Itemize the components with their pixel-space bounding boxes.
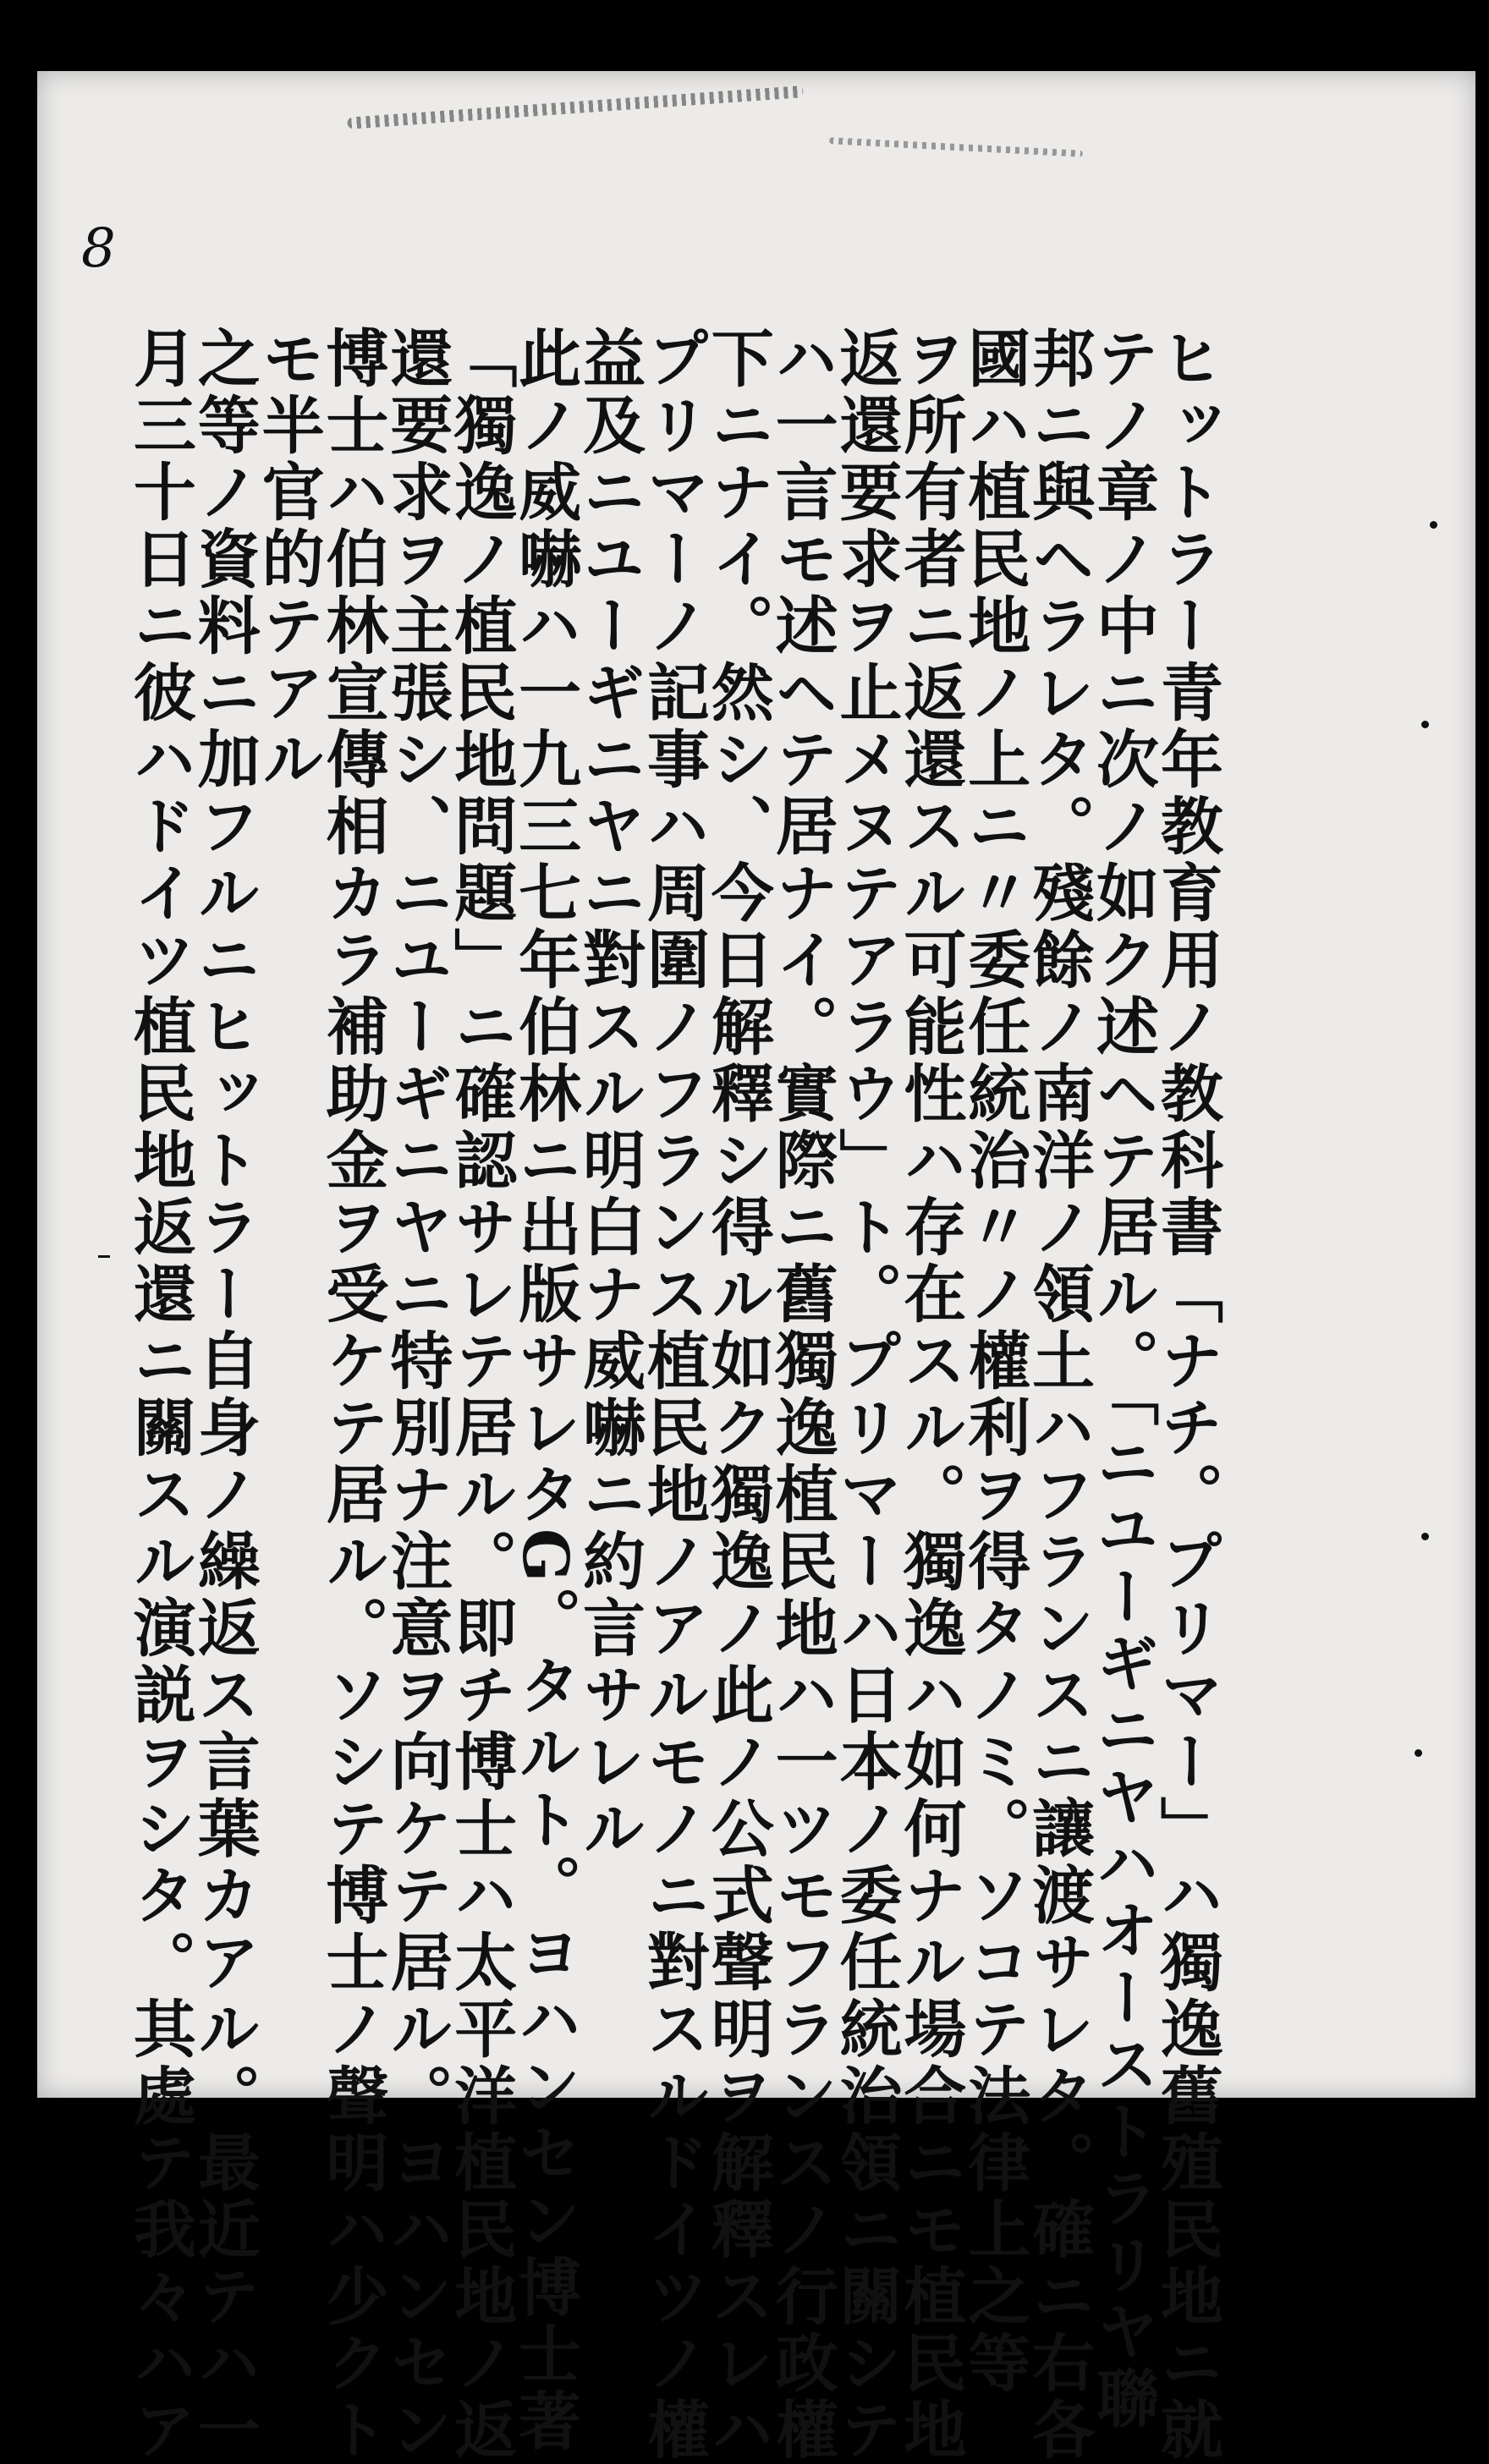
margin-mark <box>1415 1749 1422 1757</box>
margin-mark <box>98 1255 110 1258</box>
margin-mark <box>1421 1533 1429 1540</box>
text-column: 還要求ヲ主張シ、ニユーギニヤニ特別ナ注意ヲ向ケテ居ル。ヨハンセン <box>380 326 453 2464</box>
handwritten-page-number: 8 <box>81 217 116 280</box>
text-column: 返還要求ヲ止メヌテアラウ」ト。プリマーハ日本ノ委任統治領ニ關シテ <box>829 326 903 2464</box>
text-column: 邦ニ與ヘラレタ。殘餘ノ南洋ノ領土ハフランスニ讓渡サレタ。確ニ右各 <box>1022 326 1096 2464</box>
vertical-text-body <box>123 326 1223 2464</box>
text-column: ハ一言モ述ヘテ居ナイ。實際ニ舊獨逸植民地ハ一ツモフランスノ行政權 <box>765 326 838 2464</box>
text-column: 益及ニユーギニヤニ對スル明白ナ威嚇ニ約言サレル <box>573 326 646 1863</box>
text-column: ヒットラー青年教育用ノ教科書「ナチ。プリマー」ハ獨逸舊殖民地ニ就 <box>1150 326 1223 2464</box>
text-column: 之等ノ資料ニ加フルニヒットラー自身ノ繰返ス言葉カアル。最近テハ一 <box>187 326 261 2464</box>
text-column: 月三十日ニ彼ハドイツ植民地返還ニ關スル演説ヲシタ。其處テ我々ハア <box>123 326 196 2464</box>
text-column: 下ニナイ。然シ、今日解釋シ得ル如ク獨逸ノ此ノ公式聲明ヲ解釋スレハ <box>701 326 774 2464</box>
text-column: 「獨逸ノ植民地問題」ニ確認サレテ居ル。即チ博士ハ太平洋植民地ノ返 <box>444 326 518 2464</box>
margin-mark <box>1421 721 1429 728</box>
text-column: プリマーノ記事ハ周圍ノフランス植民地ノアルモノニ對スルドイツノ權 <box>636 326 710 2464</box>
text-column: 國ハ植民地ノ上ニ〃委任統治〃ノ權利ヲ得タノミ。ソコテ法律上之等 <box>958 326 1031 2397</box>
text-column: 博士ハ伯林宣傳相カラ補助金ヲ受ケテ居ル。ソシテ博士ノ聲明ハ少クト <box>316 326 389 2464</box>
text-column: モ半官的テアル <box>251 326 325 793</box>
text-column: 此ノ威嚇ハ一九三七年伯林ニ出版サレタG。タルト。ヨハンセン博士著 <box>508 326 582 2456</box>
text-column: ヲ所有者ニ返還スル可能性ハ存在スル。獨逸ハ如何ナル場合ニモ植民地 <box>893 326 967 2464</box>
text-column: テノ章ノ中ニ次ノ如ク述ヘテ居ル。「ニユーギニヤハオーストラリヤ聯 <box>1086 326 1159 2433</box>
margin-mark <box>1430 521 1437 529</box>
